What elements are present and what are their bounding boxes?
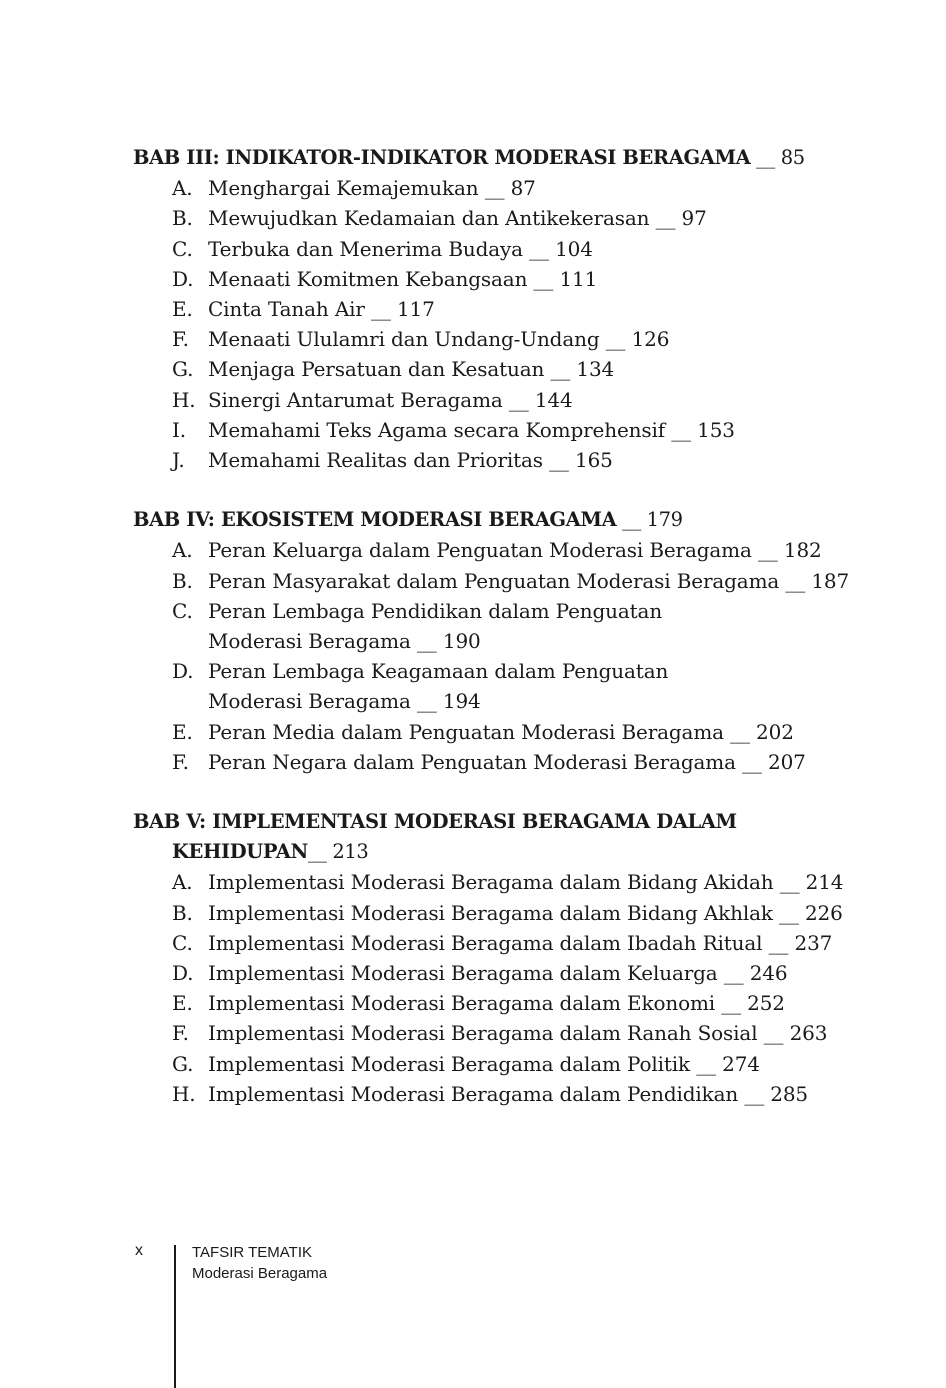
entry-text: Implementasi Moderasi Beragama dalam Pendidikan __ 285	[208, 1081, 808, 1106]
toc-entry	[133, 596, 923, 656]
chapter-page-number: 213	[332, 840, 369, 864]
entry-text: Mewujudkan Kedamaian dan Antikekerasan __ 97	[208, 206, 707, 231]
entry-letter: F.	[172, 327, 189, 352]
chapter-page-number: 85	[780, 146, 805, 169]
entry-title: Peran Lembaga Keagamaan dalam Penguatan	[208, 659, 669, 684]
entry-text: Implementasi Moderasi Beragama dalam Ranah Sosial __ 263	[208, 1021, 828, 1046]
entry-page-number: 202	[756, 719, 794, 744]
entry-letter: I.	[172, 417, 186, 442]
chapter-title-continuation: KEHIDUPAN__ 213	[172, 840, 369, 864]
entry-text: Implementasi Moderasi Beragama dalam Keluarga __ 246	[208, 961, 788, 986]
entry-letter: G.	[172, 1051, 194, 1076]
toc-entry	[133, 535, 923, 565]
entry-text: Implementasi Moderasi Beragama dalam Bidang Akhlak __ 226	[208, 900, 843, 925]
book-title: TAFSIR TEMATIK	[192, 1244, 313, 1261]
entry-text: Implementasi Moderasi Beragama dalam Politik __ 274	[208, 1051, 760, 1076]
entry-letter: B.	[172, 206, 193, 231]
entry-page-number: 165	[575, 448, 613, 473]
entry-title: Mewujudkan Kedamaian dan Antikekerasan	[208, 206, 650, 231]
entry-letter: F.	[172, 749, 189, 774]
entry-letter: E.	[172, 719, 193, 744]
entry-title: Menjaga Persatuan dan Kesatuan	[208, 357, 545, 382]
entry-page-number: 194	[442, 689, 481, 714]
entry-title: Implementasi Moderasi Beragama dalam Politik	[208, 1051, 691, 1076]
entry-text: Memahami Realitas dan Prioritas __ 165	[208, 448, 613, 473]
entry-title: Menghargai Kemajemukan	[208, 176, 479, 201]
chapter-page-number: 179	[646, 508, 683, 532]
entry-title: Peran Media dalam Penguatan Moderasi Beragama	[208, 719, 724, 744]
entry-title: Cinta Tanah Air	[208, 297, 365, 322]
chapter-title: BAB IV: EKOSISTEM MODERASI BERAGAMA __ 179	[133, 508, 683, 532]
entry-title: Implementasi Moderasi Beragama dalam Ekonomi	[208, 991, 716, 1016]
toc-entry	[133, 898, 923, 928]
toc-entry	[133, 354, 923, 384]
entry-page-number: 246	[749, 961, 788, 986]
entry-letter: D.	[172, 961, 194, 986]
entry-letter: A.	[172, 870, 193, 895]
page-number: x	[135, 1242, 143, 1259]
entry-page-number: 153	[697, 417, 735, 442]
toc-entry	[133, 203, 923, 233]
entry-page-number: 104	[555, 236, 593, 261]
entry-letter: F.	[172, 1021, 189, 1046]
toc-entry	[133, 1049, 923, 1079]
chapter-title: BAB III: INDIKATOR-INDIKATOR MODERASI BERAGAMA __ 85	[133, 146, 805, 169]
entry-text: Implementasi Moderasi Beragama dalam Bidang Akidah __ 214	[208, 870, 844, 895]
toc-entry	[133, 717, 923, 747]
toc-entry	[133, 1018, 923, 1048]
entry-letter: A.	[172, 176, 193, 201]
toc-entry	[133, 294, 923, 324]
entry-page-number: 126	[631, 327, 670, 352]
entry-page-number: 87	[510, 176, 536, 201]
toc-entry	[133, 385, 923, 415]
chapter-title-text: BAB V: IMPLEMENTASI MODERASI BERAGAMA DALAM	[133, 810, 737, 834]
entry-letter: E.	[172, 991, 193, 1016]
entry-page-number: 187	[811, 568, 850, 593]
table-of-contents	[133, 143, 923, 1139]
entry-text: Terbuka dan Menerima Budaya __ 104	[208, 236, 593, 261]
toc-entry	[133, 867, 923, 897]
toc-chapter	[133, 143, 923, 475]
entry-page-number: 182	[783, 538, 822, 563]
entry-text: Menaati Komitmen Kebangsaan __ 111	[208, 266, 598, 291]
entry-title: Implementasi Moderasi Beragama dalam Ibadah Ritual	[208, 930, 763, 955]
entry-text: Memahami Teks Agama secara Komprehensif __ 153	[208, 417, 735, 442]
toc-entry	[133, 415, 923, 445]
entry-letter: C.	[172, 598, 193, 623]
entry-page-number: 237	[794, 930, 833, 955]
toc-chapter	[133, 505, 923, 777]
entry-letter: D.	[172, 659, 194, 684]
toc-entry	[133, 656, 923, 716]
entry-text: Cinta Tanah Air __ 117	[208, 297, 435, 322]
footer-running-title	[192, 1242, 327, 1284]
entry-letter: H.	[172, 387, 196, 412]
toc-entry	[133, 234, 923, 264]
entry-title: Peran Lembaga Pendidikan dalam Penguatan	[208, 598, 663, 623]
entry-title: Peran Keluarga dalam Penguatan Moderasi Beragama	[208, 538, 752, 563]
entry-page-number: 263	[789, 1021, 828, 1046]
entry-page-number: 226	[804, 900, 843, 925]
toc-entry	[133, 264, 923, 294]
entry-letter: G.	[172, 357, 194, 382]
entry-title: Menaati Ululamri dan Undang-Undang	[208, 327, 600, 352]
footer-divider	[174, 1245, 176, 1388]
entry-title: Implementasi Moderasi Beragama dalam Ranah Sosial	[208, 1021, 758, 1046]
entry-text: Menaati Ululamri dan Undang-Undang __ 126	[208, 327, 670, 352]
entry-text: Menjaga Persatuan dan Kesatuan __ 134	[208, 357, 615, 382]
entry-title: Implementasi Moderasi Beragama dalam Pendidikan	[208, 1081, 739, 1106]
entry-page-number: 144	[534, 387, 573, 412]
entry-page-number: 97	[681, 206, 707, 231]
chapter-title-text-line2: KEHIDUPAN	[172, 840, 308, 864]
entry-text: Peran Masyarakat dalam Penguatan Moderasi Beragama __ 187	[208, 568, 850, 593]
chapter-title-text: BAB III: INDIKATOR-INDIKATOR MODERASI BERAGAMA	[133, 146, 751, 169]
toc-entry	[133, 445, 923, 475]
entry-page-number: 117	[396, 297, 435, 322]
chapter-title-text: BAB IV: EKOSISTEM MODERASI BERAGAMA	[133, 508, 617, 532]
toc-entry	[133, 324, 923, 354]
entry-letter: A.	[172, 538, 193, 563]
entry-letter: E.	[172, 297, 193, 322]
entry-title-line2: Moderasi Beragama __ 194	[208, 689, 481, 714]
entry-title: Implementasi Moderasi Beragama dalam Bidang Akhlak	[208, 900, 773, 925]
chapter-title	[133, 807, 923, 867]
entry-letter: C.	[172, 236, 193, 261]
toc-entry	[133, 928, 923, 958]
entry-letter: H.	[172, 1081, 196, 1106]
entry-page-number: 111	[559, 266, 598, 291]
entry-page-number: 190	[442, 629, 481, 654]
toc-entry	[133, 958, 923, 988]
toc-entry	[133, 747, 923, 777]
toc-entry	[133, 1079, 923, 1109]
entry-page-number: 274	[722, 1051, 760, 1076]
entry-title: Implementasi Moderasi Beragama dalam Bidang Akidah	[208, 870, 774, 895]
entry-text: Peran Media dalam Penguatan Moderasi Beragama __ 202	[208, 719, 794, 744]
entry-title-line2: Moderasi Beragama __ 190	[208, 629, 481, 654]
entry-letter: J.	[172, 448, 185, 473]
entry-page-number: 134	[576, 357, 615, 382]
entry-title: Peran Masyarakat dalam Penguatan Moderasi Beragama	[208, 568, 780, 593]
entry-title: Sinergi Antarumat Beragama	[208, 387, 503, 412]
entry-title: Peran Negara dalam Penguatan Moderasi Beragama	[208, 749, 736, 774]
toc-chapter	[133, 807, 923, 1109]
toc-entry	[133, 173, 923, 203]
entry-letter: B.	[172, 568, 193, 593]
entry-letter: B.	[172, 900, 193, 925]
toc-entry	[133, 988, 923, 1018]
entry-letter: D.	[172, 266, 194, 291]
entry-text: Menghargai Kemajemukan __ 87	[208, 176, 536, 201]
entry-letter: C.	[172, 930, 193, 955]
entry-page-number: 207	[768, 749, 806, 774]
entry-text: Implementasi Moderasi Beragama dalam Ibadah Ritual __ 237	[208, 930, 833, 955]
toc-entry	[133, 566, 923, 596]
entry-page-number: 214	[805, 870, 844, 895]
entry-title: Implementasi Moderasi Beragama dalam Keluarga	[208, 961, 718, 986]
entry-title: Memahami Realitas dan Prioritas	[208, 448, 543, 473]
book-subtitle: Moderasi Beragama	[192, 1265, 328, 1282]
entry-text	[208, 596, 662, 656]
entry-text: Peran Negara dalam Penguatan Moderasi Beragama __ 207	[208, 749, 806, 774]
entry-title: Memahami Teks Agama secara Komprehensif	[208, 417, 665, 442]
entry-text	[208, 656, 668, 716]
entry-title: Menaati Komitmen Kebangsaan	[208, 266, 528, 291]
entry-page-number: 252	[747, 991, 785, 1016]
entry-title: Terbuka dan Menerima Budaya	[208, 236, 523, 261]
entry-text: Implementasi Moderasi Beragama dalam Ekonomi __ 252	[208, 991, 785, 1016]
entry-text: Sinergi Antarumat Beragama __ 144	[208, 387, 573, 412]
entry-page-number: 285	[770, 1081, 808, 1106]
entry-text: Peran Keluarga dalam Penguatan Moderasi Beragama __ 182	[208, 538, 822, 563]
